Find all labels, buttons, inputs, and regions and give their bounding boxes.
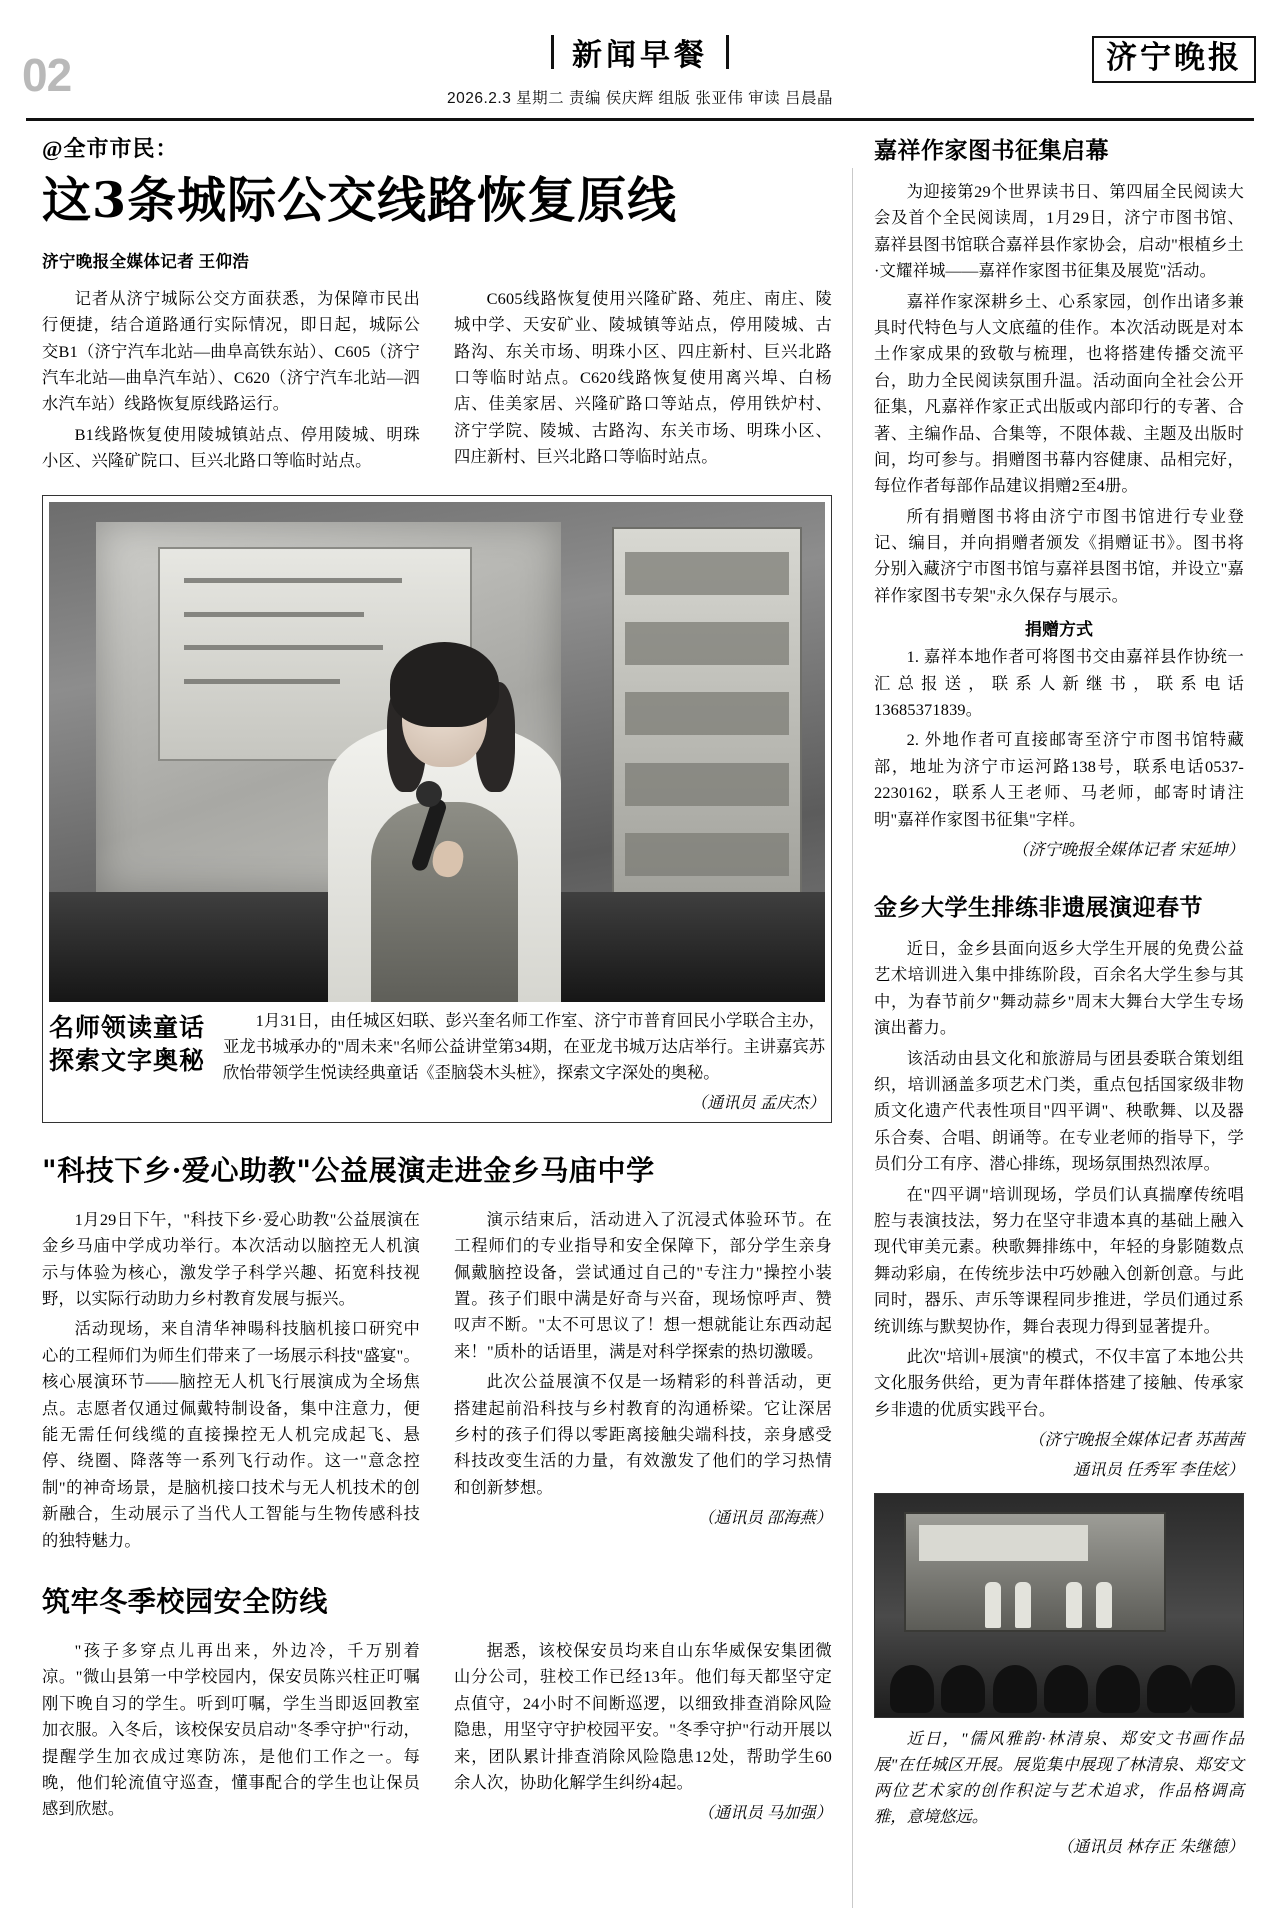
story2-paragraph: 此次公益展演不仅是一场精彩的科普活动，更搭建起前沿科技与乡村教育的沟通桥梁。它让深居乡村的孩子们得以零距离接触尖端科技，亲身感受科技改变生活的力量，有效激发了他们的学习热情和创新梦想。 <box>454 1372 832 1497</box>
story3-body <box>42 1638 832 1827</box>
story4-donate-item: 1. 嘉祥本地作者可将图书交由嘉祥县作协统一汇总报送，联系人新继书，联系电话13685371839。 <box>874 647 1244 720</box>
story5-paragraph: 近日，金乡县面向返乡大学生开展的免费公益艺术培训进入集中排练阶段，百余名大学生参与其中，为春节前夕"舞动蒜乡"周末大舞台大学生专场演出蓄力。 <box>874 939 1244 1038</box>
photo-caption-block <box>49 1008 825 1116</box>
page-number: 02 <box>22 49 72 101</box>
lead-body <box>42 286 832 477</box>
story5-paragraph: 此次"培训+展演"的模式，不仅丰富了本地公共文化服务供给，更为青年群体搭建了接触、传承家乡非遗的优质实践平台。 <box>874 1346 1244 1419</box>
section-title: 新闻早餐 <box>572 38 708 73</box>
masthead-rule <box>26 118 1254 121</box>
photo2-caption: 近日，"儒风雅韵·林清泉、郑安文书画作品展"在任城区开展。展览集中展现了林清泉、郑安文两位艺术家的创作积淀与艺术追求，作品格调高雅，意境悠远。 <box>874 1729 1244 1827</box>
divider-left <box>551 35 554 69</box>
lead-paragraph: B1线路恢复使用陵城镇站点、停用陵城、明珠小区、兴隆矿院口、巨兴北路口等临时站点。 <box>42 424 420 471</box>
lead-byline: 济宁晚报全媒体记者 王仰浩 <box>42 251 250 271</box>
story3-paragraph: 据悉，该校保安员均来自山东华威保安集团微山分公司，驻校工作已经13年。他们每天都坚守定点值守，24小时不间断巡逻，以细致排查消除风险隐患，用坚守守护校园平安。"冬季守护"行动开展以来，团队累计排查消除风险隐患12处，帮助学生60余人次，协助化解学生纠纷4起。 <box>454 1640 832 1792</box>
story5-headline: 金乡大学生排练非遗展演迎春节 <box>874 894 1203 922</box>
column-divider <box>852 168 853 1908</box>
photo-caption-title-line1: 名师领读童话 <box>49 1014 206 1042</box>
photo2-credit: （通讯员 林存正 朱继德） <box>1056 1837 1244 1857</box>
story3-credit: （通讯员 马加强） <box>697 1803 832 1823</box>
photo-reading-event <box>49 502 825 1002</box>
photo-caption-text: 1月31日，由任城区妇联、彭兴奎名师工作室、济宁市普育回民小学联合主办，亚龙书城承办的"周未来"名师公益讲堂第34期，在亚龙书城万达店举行。主讲嘉宾苏欣怡带领学生悦读经典童话《歪脑袋木头桩》，探索文字深处的奥秘。 <box>223 1010 825 1082</box>
story2-paragraph: 演示结束后，活动进入了沉浸式体验环节。在工程师们的专业指导和安全保障下，部分学生亲身佩戴脑控设备，尝试通过自己的"专注力"操控小装置。孩子们眼中满是好奇与兴奋，现场惊呼声、赞叹声不断。"太不可思议了！想一想就能让东西动起来！"质朴的话语里，满是对科学探索的热切激暖。 <box>454 1209 832 1361</box>
story5-credit-line2: 通讯员 任秀军 李佳炫） <box>1073 1460 1244 1480</box>
story4-donate-label: 捐赠方式 <box>1025 620 1093 640</box>
photo-caption-title <box>49 1008 205 1080</box>
story4-headline: 嘉祥作家图书征集启幕 <box>874 137 1109 164</box>
story2-paragraph: 活动现场，来自清华神暘科技脑机接口研究中心的工程师们为师生们带来了一场展示科技"盛宴"。核心展演环节——脑控无人机飞行展演成为全场焦点。志愿者仅通过佩戴特制设备，集中注意力，便能无需任何线缆的直接操控无人机完成起飞、悬停、绕圈、降落等一系列飞行动作。这一"意念控制"的神奇场景，是脑机接口技术与无人机技术的创新融合，生动展示了当代人工智能与生物传感科技的独特魅力。 <box>42 1319 420 1550</box>
photo-caption-title-line2: 探索文字奥秘 <box>49 1048 206 1076</box>
story4-paragraph: 所有捐赠图书将由济宁市图书馆进行专业登记、编目，并向捐赠者颁发《捐赠证书》。图书将分别入藏济宁市图书馆与嘉祥县图书馆，并设立"嘉祥作家图书专架"永久保存与展示。 <box>874 506 1244 605</box>
story2-body <box>42 1207 832 1554</box>
story2-credit: （通讯员 邵海燕） <box>697 1508 832 1528</box>
lead-kicker: @全市市民： <box>42 136 179 161</box>
photo-bookshelf <box>612 527 802 921</box>
photo-speaker-hair <box>390 642 499 727</box>
photo2-banner <box>919 1525 1088 1561</box>
right-column <box>874 132 1244 1861</box>
lead-paragraph: 记者从济宁城际公交方面获悉，为保障市民出行便捷，结合道路通行实际情况，即日起，城际公交B1（济宁汽车北站—曲阜高铁东站）、C605（济宁汽车北站—曲阜汽车站）、C620（济宁汽车北站—泗水汽车站）线路恢复原线路运行。 <box>42 288 420 414</box>
masthead-title-row <box>330 30 950 74</box>
lead-paragraph: C605线路恢复使用兴隆矿路、苑庄、南庄、陵城中学、天安矿业、陵城镇等站点，停用陵城、古路沟、东关市场、明珠小区、四庄新村、巨兴北路口等临时站点。C620线路恢复使用离兴埠、白杨店、佳美家居、兴隆矿路口等站点，停用铁炉村、济宁学院、陵城、古路沟、东关市场、明珠小区、四庄新村、巨兴北路口等临时站点。 <box>454 288 832 467</box>
story4-credit: （济宁晚报全媒体记者 宋延坤） <box>1011 839 1244 859</box>
story5-credit-line1: （济宁晚报全媒体记者 苏茜茜 <box>1028 1430 1244 1450</box>
photo-microphone-head <box>416 781 442 807</box>
page-content <box>42 132 1244 1918</box>
masthead <box>0 0 1280 120</box>
story3-headline: 筑牢冬季校园安全防线 <box>42 1584 329 1618</box>
photo-speaker-sweater <box>371 802 518 1002</box>
divider-right <box>726 35 729 69</box>
story2-paragraph: 1月29日下午，"科技下乡·爱心助教"公益展演在金乡马庙中学成功举行。本次活动以脑控无人机演示与体验为核心，激发学子科学兴趣、拓宽科技视野，以实际行动助力乡村教育发展与振兴。 <box>42 1209 420 1309</box>
photo-figure <box>42 495 832 1123</box>
story5-paragraph: 该活动由县文化和旅游局与团县委联合策划组织，培训涵盖多项艺术门类，重点包括国家级非物质文化遗产代表性项目"四平调"、秧歌舞、以及器乐合奏、合唱、朗诵等。在专业老师的指导下，学员们分工有序、潜心排练，现场氛围热烈浓厚。 <box>874 1048 1244 1174</box>
photo-exhibition <box>874 1493 1244 1718</box>
story4-paragraph: 嘉祥作家深耕乡土、心系家园，创作出诸多兼具时代特色与人文底蕴的佳作。本次活动既是对本土作家成果的致敬与梳理，也将搭建传播交流平台，助力全民阅读氛围升温。活动面向全社会公开征集，凡嘉祥作家正式出版或内部印行的专著、合著、主编作品、合集等，不限体裁、主题及出版时间，均可参与。捐赠图书幕内容健康、品相完好，每位作者每部作品建议捐赠2至4册。 <box>874 291 1244 496</box>
story2-headline: "科技下乡·爱心助教"公益展演走进金乡马庙中学 <box>42 1153 655 1187</box>
story4-paragraph: 为迎接第29个世界读书日、第四届全民阅读大会及首个全民阅读周，1月29日，济宁市图书馆、嘉祥县图书馆联合嘉祥县作家协会，启动"根植乡土·文耀祥城——嘉祥作家图书征集及展览"活动。 <box>874 182 1244 281</box>
photo-caption-credit: （通讯员 孟庆杰） <box>690 1092 825 1112</box>
story4-donate-item: 2. 外地作者可直接邮寄至济宁市图书馆特藏部，地址为济宁市运河路138号，联系电话0537-2230162，联系人王老师、马老师，邮寄时请注明"嘉祥作家图书征集"字样。 <box>874 730 1244 829</box>
newspaper-nameplate: 济宁晚报 <box>1092 36 1256 83</box>
story3-paragraph: "孩子多穿点儿再出来，外边冷，千万别着凉。"微山县第一中学校园内，保安员陈兴柱正叮嘱刚下晚自习的学生。听到叮嘱，学生当即返回教室加衣服。入冬后，该校保安员启动"冬季守护"行动，提醒学生加衣成过寒防冻，是他们工作之一。每晚，他们轮流值守巡查，懂事配合的学生也让保员感到欣慰。 <box>42 1640 420 1819</box>
story5-paragraph: 在"四平调"培训现场，学员们认真揣摩传统唱腔与表演技法，努力在坚守非遗本真的基础上融入现代审美元素。秧歌舞排练中，年轻的身影随数点舞动彩扇，在传统步法中巧妙融入创新创意。与此同时，器乐、声乐等课程同步推进，学员们通过系统训练与默契协作，舞台表现力得到显著提升。 <box>874 1184 1244 1336</box>
masthead-meta: 2026.2.3 星期二 责编 侯庆辉 组版 张亚伟 审读 吕晨晶 <box>447 90 833 107</box>
left-column <box>42 132 832 1827</box>
lead-headline: 这3条城际公交线路恢复原线 <box>42 171 678 229</box>
masthead-center <box>330 30 950 108</box>
